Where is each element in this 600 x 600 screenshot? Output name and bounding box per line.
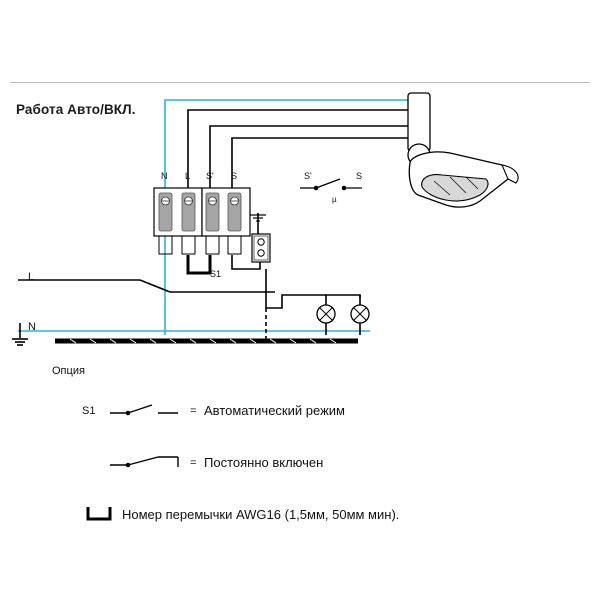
legend-0-text: Автоматический режим: [204, 403, 345, 418]
diagram-graphics: [10, 83, 590, 553]
legend-note: Номер перемычки AWG16 (1,5мм, 50мм мин).: [122, 507, 400, 522]
supply-label-l: L: [28, 271, 35, 283]
terminal-label-n: N: [161, 171, 168, 181]
legend-symbol-auto: [110, 405, 178, 415]
terminal-block: [154, 188, 250, 254]
terminal-label-s-prime: S': [206, 171, 214, 181]
legend-0-symbol-label: S1: [82, 405, 96, 417]
supply-label-n: N: [28, 321, 36, 333]
page-title: Работа Авто/ВКЛ.: [16, 102, 136, 117]
legend-symbol-on: [110, 457, 178, 467]
header-band: [0, 46, 600, 117]
footer-space: [0, 553, 600, 600]
lamp-group: [317, 305, 369, 323]
terminal-label-s: S: [231, 171, 238, 181]
wiring-diagram: [10, 83, 590, 553]
switch-symbol-label-right: S: [356, 171, 363, 181]
sensor-head: [408, 93, 518, 207]
legend-1-equals: =: [190, 457, 197, 469]
legend-0-equals: =: [190, 405, 197, 417]
legend-1-text: Постоянно включен: [204, 455, 324, 470]
terminal-label-l: L: [185, 171, 191, 181]
jumper-module: [252, 234, 270, 262]
switch-symbol-label-left: S': [304, 171, 312, 181]
switch-node-label: S1: [210, 269, 222, 279]
option-label: Опция: [52, 365, 85, 377]
switch-symbol-label-mu: µ: [332, 195, 337, 204]
legend-symbol-jumper: [88, 507, 110, 519]
